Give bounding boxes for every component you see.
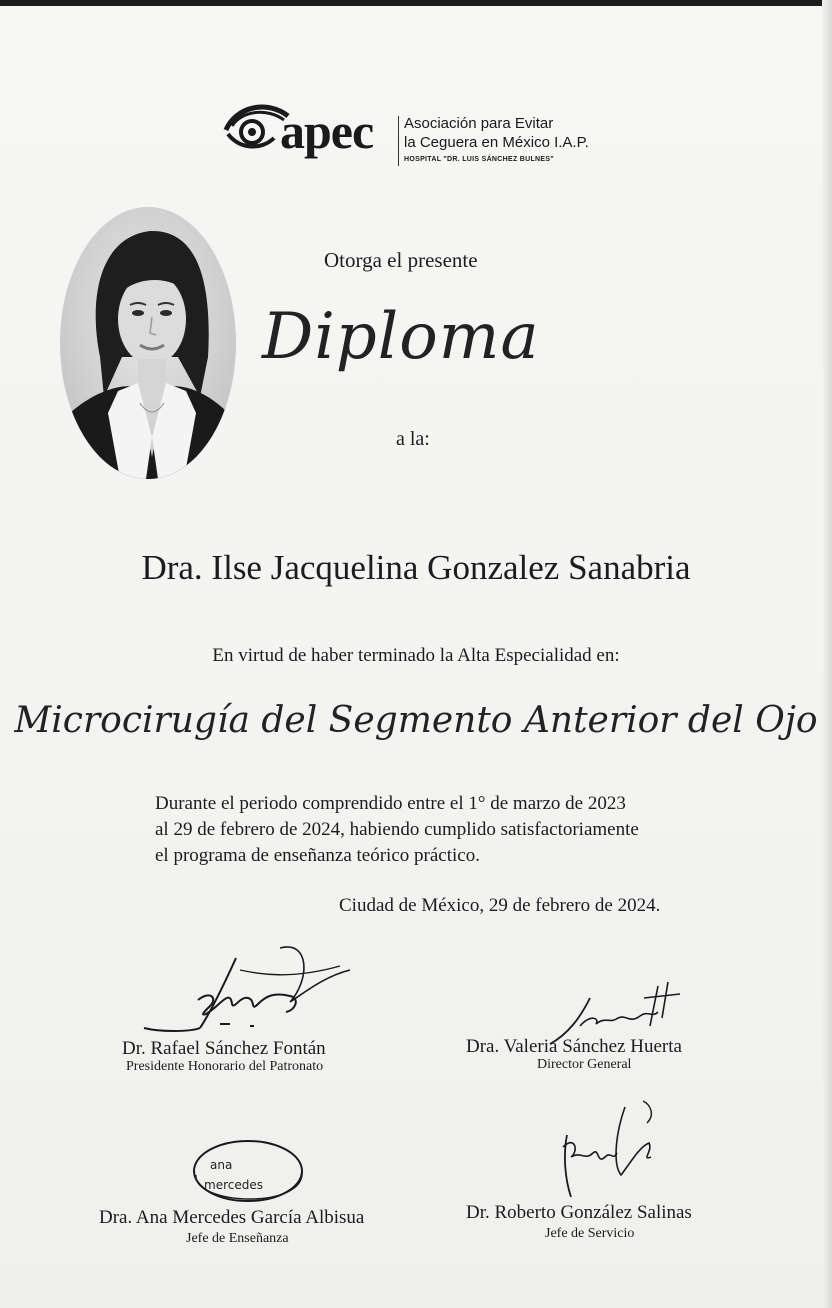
hospital-name: HOSPITAL "DR. LUIS SÁNCHEZ BULNES" [404,156,554,163]
place-date: Ciudad de México, 29 de febrero de 2024. [339,895,661,916]
intro-text: Otorga el presente [324,248,478,272]
period-line: el programa de enseñanza teórico práctico. [155,845,480,866]
apec-logo [222,86,622,176]
org-name-line2: la Ceguera en México I.A.P. [404,134,589,151]
signature-ana-mercedes-garcia-albisua [190,1135,310,1207]
signatory-name: Dr. Rafael Sánchez Fontán [122,1038,326,1059]
signature-roberto-gonzalez-salinas [555,1095,665,1205]
logo-divider [398,116,399,166]
signatory-role: Jefe de Enseñanza [186,1231,289,1246]
stamp-signature-line: mercedes [204,1178,263,1192]
signature-rafael-sanchez-fontan [140,940,360,1040]
logo-wordmark: apec [280,103,374,159]
signatory-role: Presidente Honorario del Patronato [126,1059,324,1074]
signatory-role: Director General [537,1057,632,1072]
recipient-photo [60,207,236,479]
specialty-title: Microcirugía del Segmento Anterior del Ojo [14,700,818,741]
stamp-signature-line: ana [210,1158,233,1172]
org-name-line1: Asociación para Evitar [404,115,554,132]
reason-text: En virtud de haber terminado la Alta Especialidad en: [212,645,620,666]
signatory-name: Dra. Ana Mercedes García Albisua [99,1207,365,1228]
recipient-name: Dra. Ilse Jacquelina Gonzalez Sanabria [141,548,691,587]
signatory-role: Jefe de Servicio [545,1226,635,1241]
period-line: al 29 de febrero de 2024, habiendo cumplido satisfactoriamente [155,819,639,840]
top-edge-shadow [0,0,832,6]
diploma-title: Diploma [262,300,540,374]
period-line: Durante el periodo comprendido entre el 1° de marzo de 2023 [155,793,626,814]
to-label: a la: [396,428,430,450]
signatory-name: Dr. Roberto González Salinas [466,1202,692,1223]
signatory-name: Dra. Valeria Sánchez Huerta [466,1036,682,1057]
